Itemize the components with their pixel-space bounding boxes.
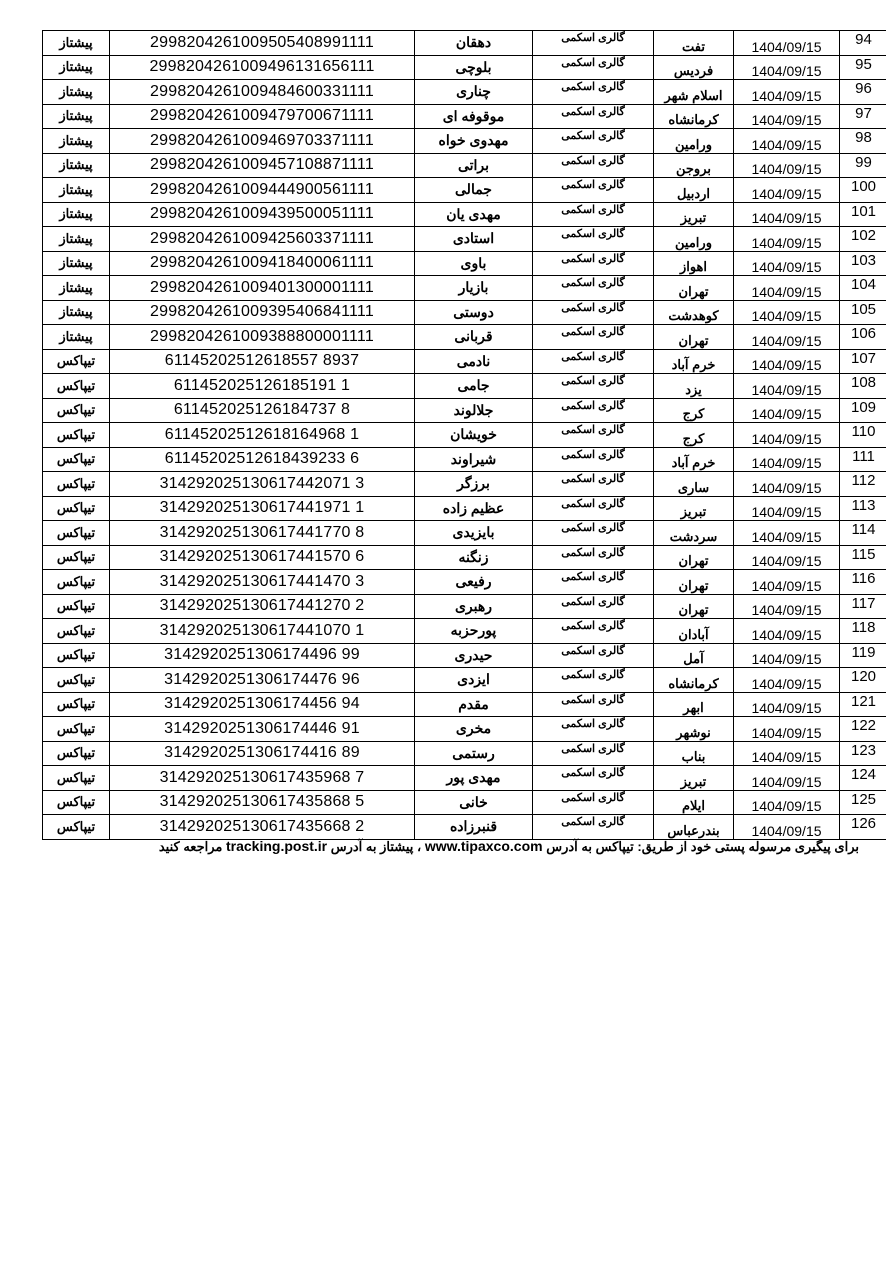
table-row [43, 570, 886, 595]
date-cell: 1404/09/15 [734, 227, 840, 252]
table-row [43, 300, 886, 325]
date-cell: 1404/09/15 [734, 447, 840, 472]
sender-cell: گالری اسکمی [533, 496, 654, 521]
row-number-cell: 118 [840, 619, 886, 644]
date-cell: 1404/09/15 [734, 570, 840, 595]
shipment-rows [43, 31, 886, 840]
shipment-table [42, 30, 886, 840]
table-row [43, 104, 886, 129]
date-cell: 1404/09/15 [734, 80, 840, 105]
carrier-cell: تیپاکس [43, 423, 110, 448]
sender-cell: گالری اسکمی [533, 202, 654, 227]
row-number-cell: 99 [840, 153, 886, 178]
date-cell: 1404/09/15 [734, 251, 840, 276]
city-cell: ابهر [654, 692, 734, 717]
date-cell: 1404/09/15 [734, 55, 840, 80]
city-cell: اسلام شهر [654, 80, 734, 105]
recipient-name-cell: مخری [415, 717, 533, 742]
carrier-cell: پیشتاز [43, 104, 110, 129]
carrier-cell: تیپاکس [43, 398, 110, 423]
recipient-name-cell: بایزیدی [415, 521, 533, 546]
sender-cell: گالری اسکمی [533, 129, 654, 154]
tracking-number-cell: 2998204261009505408991111 [110, 31, 415, 56]
tracking-number-cell: 2998204261009457108871111 [110, 153, 415, 178]
tracking-number-cell: 314292025130617441570 6 [110, 545, 415, 570]
tracking-number-cell: 314292025130617442071 3 [110, 472, 415, 497]
table-row [43, 55, 886, 80]
city-cell: یزد [654, 374, 734, 399]
carrier-cell: تیپاکس [43, 496, 110, 521]
row-number-cell: 106 [840, 325, 886, 350]
city-cell: خرم آباد [654, 349, 734, 374]
date-cell: 1404/09/15 [734, 178, 840, 203]
date-cell: 1404/09/15 [734, 423, 840, 448]
row-number-cell: 96 [840, 80, 886, 105]
recipient-name-cell: موقوفه ای [415, 104, 533, 129]
carrier-cell: تیپاکس [43, 668, 110, 693]
recipient-name-cell: قنبرزاده [415, 815, 533, 840]
row-number-cell: 121 [840, 692, 886, 717]
shipment-sheet [42, 30, 877, 840]
recipient-name-cell: رفیعی [415, 570, 533, 595]
table-row [43, 31, 886, 56]
sender-cell: گالری اسکمی [533, 619, 654, 644]
date-cell: 1404/09/15 [734, 545, 840, 570]
tracking-number-cell: 314292025130617441770 8 [110, 521, 415, 546]
recipient-name-cell: قربانی [415, 325, 533, 350]
date-cell: 1404/09/15 [734, 104, 840, 129]
city-cell: تبریز [654, 202, 734, 227]
table-row [43, 692, 886, 717]
city-cell: اهواز [654, 251, 734, 276]
tracking-number-cell: 2998204261009469703371111 [110, 129, 415, 154]
carrier-cell: پیشتاز [43, 227, 110, 252]
recipient-name-cell: عظیم زاده [415, 496, 533, 521]
date-cell: 1404/09/15 [734, 276, 840, 301]
tracking-footer-note [0, 838, 859, 855]
sender-cell: گالری اسکمی [533, 766, 654, 791]
sender-cell: گالری اسکمی [533, 374, 654, 399]
sender-cell: گالری اسکمی [533, 594, 654, 619]
carrier-cell: تیپاکس [43, 570, 110, 595]
date-cell: 1404/09/15 [734, 790, 840, 815]
city-cell: کرج [654, 423, 734, 448]
recipient-name-cell: مهدوی خواه [415, 129, 533, 154]
carrier-cell: تیپاکس [43, 472, 110, 497]
city-cell: بندرعباس [654, 815, 734, 840]
row-number-cell: 115 [840, 545, 886, 570]
row-number-cell: 112 [840, 472, 886, 497]
table-row [43, 472, 886, 497]
sender-cell: گالری اسکمی [533, 178, 654, 203]
row-number-cell: 125 [840, 790, 886, 815]
tracking-number-cell: 61145202512618164968 1 [110, 423, 415, 448]
row-number-cell: 102 [840, 227, 886, 252]
date-cell: 1404/09/15 [734, 668, 840, 693]
row-number-cell: 113 [840, 496, 886, 521]
city-cell: تفت [654, 31, 734, 56]
tracking-number-cell: 2998204261009479700671111 [110, 104, 415, 129]
date-cell: 1404/09/15 [734, 153, 840, 178]
date-cell: 1404/09/15 [734, 594, 840, 619]
table-row [43, 545, 886, 570]
table-row [43, 276, 886, 301]
tracking-number-cell: 2998204261009395406841111 [110, 300, 415, 325]
date-cell: 1404/09/15 [734, 619, 840, 644]
city-cell: خرم آباد [654, 447, 734, 472]
recipient-name-cell: باوی [415, 251, 533, 276]
sender-cell: گالری اسکمی [533, 398, 654, 423]
recipient-name-cell: بازیار [415, 276, 533, 301]
row-number-cell: 94 [840, 31, 886, 56]
table-row [43, 668, 886, 693]
table-row [43, 349, 886, 374]
row-number-cell: 104 [840, 276, 886, 301]
table-row [43, 251, 886, 276]
carrier-cell: تیپاکس [43, 619, 110, 644]
carrier-cell: پیشتاز [43, 325, 110, 350]
tracking-number-cell: 611452025126184737 8 [110, 398, 415, 423]
date-cell: 1404/09/15 [734, 325, 840, 350]
date-cell: 1404/09/15 [734, 521, 840, 546]
row-number-cell: 122 [840, 717, 886, 742]
recipient-name-cell: مهدی پور [415, 766, 533, 791]
recipient-name-cell: جمالی [415, 178, 533, 203]
row-number-cell: 123 [840, 741, 886, 766]
carrier-cell: تیپاکس [43, 545, 110, 570]
carrier-cell: پیشتاز [43, 129, 110, 154]
tracking-number-cell: 2998204261009401300001111 [110, 276, 415, 301]
sender-cell: گالری اسکمی [533, 325, 654, 350]
tracking-number-cell: 61145202512618439233 6 [110, 447, 415, 472]
date-cell: 1404/09/15 [734, 398, 840, 423]
city-cell: سردشت [654, 521, 734, 546]
carrier-cell: تیپاکس [43, 643, 110, 668]
row-number-cell: 108 [840, 374, 886, 399]
sender-cell: گالری اسکمی [533, 472, 654, 497]
recipient-name-cell: دوستی [415, 300, 533, 325]
city-cell: کرج [654, 398, 734, 423]
table-row [43, 178, 886, 203]
row-number-cell: 111 [840, 447, 886, 472]
date-cell: 1404/09/15 [734, 31, 840, 56]
recipient-name-cell: برزگر [415, 472, 533, 497]
carrier-cell: تیپاکس [43, 594, 110, 619]
city-cell: تهران [654, 594, 734, 619]
recipient-name-cell: زنگنه [415, 545, 533, 570]
carrier-cell: پیشتاز [43, 251, 110, 276]
city-cell: فردیس [654, 55, 734, 80]
city-cell: بناب [654, 741, 734, 766]
city-cell: کرمانشاه [654, 668, 734, 693]
row-number-cell: 98 [840, 129, 886, 154]
carrier-cell: تیپاکس [43, 717, 110, 742]
row-number-cell: 120 [840, 668, 886, 693]
footer-text-middle: ، پیشتاز به آدرس [330, 839, 422, 854]
date-cell: 1404/09/15 [734, 717, 840, 742]
tracking-number-cell: 314292025130617441470 3 [110, 570, 415, 595]
row-number-cell: 109 [840, 398, 886, 423]
recipient-name-cell: نادمی [415, 349, 533, 374]
city-cell: تهران [654, 325, 734, 350]
recipient-name-cell: خانی [415, 790, 533, 815]
city-cell: تهران [654, 570, 734, 595]
date-cell: 1404/09/15 [734, 692, 840, 717]
sender-cell: گالری اسکمی [533, 521, 654, 546]
tracking-number-cell: 61145202512618557 8937 [110, 349, 415, 374]
city-cell: تبریز [654, 496, 734, 521]
table-row [43, 496, 886, 521]
carrier-cell: تیپاکس [43, 790, 110, 815]
post-tracking-url-link[interactable]: tracking.post.ir [225, 838, 328, 854]
row-number-cell: 119 [840, 643, 886, 668]
table-row [43, 594, 886, 619]
tracking-number-cell: 2998204261009418400061111 [110, 251, 415, 276]
tipax-url-link[interactable]: www.tipaxco.com [424, 838, 543, 854]
table-row [43, 398, 886, 423]
table-row [43, 374, 886, 399]
sender-cell: گالری اسکمی [533, 668, 654, 693]
carrier-cell: تیپاکس [43, 447, 110, 472]
tracking-number-cell: 611452025126185191 1 [110, 374, 415, 399]
date-cell: 1404/09/15 [734, 300, 840, 325]
tracking-number-cell: 314292025130617435968 7 [110, 766, 415, 791]
carrier-cell: تیپاکس [43, 815, 110, 840]
table-row [43, 447, 886, 472]
recipient-name-cell: پورحزبه [415, 619, 533, 644]
tracking-number-cell: 3142920251306174456 94 [110, 692, 415, 717]
table-row [43, 766, 886, 791]
sender-cell: گالری اسکمی [533, 349, 654, 374]
city-cell: کوهدشت [654, 300, 734, 325]
recipient-name-cell: مقدم [415, 692, 533, 717]
tracking-number-cell: 2998204261009484600331111 [110, 80, 415, 105]
row-number-cell: 117 [840, 594, 886, 619]
row-number-cell: 97 [840, 104, 886, 129]
city-cell: آمل [654, 643, 734, 668]
tracking-number-cell: 3142920251306174446 91 [110, 717, 415, 742]
city-cell: اردبیل [654, 178, 734, 203]
table-row [43, 643, 886, 668]
row-number-cell: 114 [840, 521, 886, 546]
row-number-cell: 100 [840, 178, 886, 203]
tracking-number-cell: 314292025130617441971 1 [110, 496, 415, 521]
carrier-cell: پیشتاز [43, 202, 110, 227]
city-cell: ورامین [654, 129, 734, 154]
carrier-cell: پیشتاز [43, 31, 110, 56]
recipient-name-cell: بلوچی [415, 55, 533, 80]
sender-cell: گالری اسکمی [533, 545, 654, 570]
row-number-cell: 124 [840, 766, 886, 791]
sender-cell: گالری اسکمی [533, 55, 654, 80]
carrier-cell: پیشتاز [43, 276, 110, 301]
row-number-cell: 110 [840, 423, 886, 448]
row-number-cell: 126 [840, 815, 886, 840]
recipient-name-cell: استادی [415, 227, 533, 252]
row-number-cell: 103 [840, 251, 886, 276]
table-row [43, 202, 886, 227]
tracking-number-cell: 3142920251306174476 96 [110, 668, 415, 693]
date-cell: 1404/09/15 [734, 741, 840, 766]
table-row [43, 741, 886, 766]
recipient-name-cell: حیدری [415, 643, 533, 668]
tracking-number-cell: 3142920251306174496 99 [110, 643, 415, 668]
tracking-number-cell: 3142920251306174416 89 [110, 741, 415, 766]
row-number-cell: 116 [840, 570, 886, 595]
city-cell: ایلام [654, 790, 734, 815]
sender-cell: گالری اسکمی [533, 790, 654, 815]
recipient-name-cell: شیراوند [415, 447, 533, 472]
recipient-name-cell: دهقان [415, 31, 533, 56]
table-row [43, 423, 886, 448]
recipient-name-cell: جلالوند [415, 398, 533, 423]
footer-text-start: برای پیگیری مرسوله پستی خود از طریق: تیپاکس به آدرس [546, 839, 859, 854]
city-cell: بروجن [654, 153, 734, 178]
date-cell: 1404/09/15 [734, 496, 840, 521]
city-cell: تهران [654, 276, 734, 301]
tracking-number-cell: 2998204261009425603371111 [110, 227, 415, 252]
sender-cell: گالری اسکمی [533, 815, 654, 840]
table-row [43, 717, 886, 742]
recipient-name-cell: رهبری [415, 594, 533, 619]
table-row [43, 80, 886, 105]
city-cell: تبریز [654, 766, 734, 791]
sender-cell: گالری اسکمی [533, 643, 654, 668]
date-cell: 1404/09/15 [734, 202, 840, 227]
date-cell: 1404/09/15 [734, 815, 840, 840]
sender-cell: گالری اسکمی [533, 227, 654, 252]
sender-cell: گالری اسکمی [533, 153, 654, 178]
table-row [43, 521, 886, 546]
table-row [43, 815, 886, 840]
carrier-cell: پیشتاز [43, 80, 110, 105]
sender-cell: گالری اسکمی [533, 104, 654, 129]
sender-cell: گالری اسکمی [533, 251, 654, 276]
carrier-cell: پیشتاز [43, 153, 110, 178]
carrier-cell: تیپاکس [43, 349, 110, 374]
recipient-name-cell: ایزدی [415, 668, 533, 693]
sender-cell: گالری اسکمی [533, 717, 654, 742]
recipient-name-cell: چناری [415, 80, 533, 105]
date-cell: 1404/09/15 [734, 349, 840, 374]
date-cell: 1404/09/15 [734, 472, 840, 497]
sender-cell: گالری اسکمی [533, 31, 654, 56]
carrier-cell: تیپاکس [43, 521, 110, 546]
carrier-cell: پیشتاز [43, 55, 110, 80]
recipient-name-cell: مهدی یان [415, 202, 533, 227]
row-number-cell: 95 [840, 55, 886, 80]
table-row [43, 619, 886, 644]
tracking-number-cell: 2998204261009439500051111 [110, 202, 415, 227]
sender-cell: گالری اسکمی [533, 570, 654, 595]
tracking-number-cell: 314292025130617441070 1 [110, 619, 415, 644]
table-row [43, 153, 886, 178]
date-cell: 1404/09/15 [734, 374, 840, 399]
carrier-cell: پیشتاز [43, 300, 110, 325]
tracking-number-cell: 314292025130617435668 2 [110, 815, 415, 840]
footer-text-end: مراجعه کنید [158, 839, 223, 854]
table-row [43, 325, 886, 350]
city-cell: کرمانشاه [654, 104, 734, 129]
carrier-cell: تیپاکس [43, 741, 110, 766]
tracking-number-cell: 2998204261009496131656111 [110, 55, 415, 80]
row-number-cell: 101 [840, 202, 886, 227]
city-cell: تهران [654, 545, 734, 570]
tracking-number-cell: 314292025130617441270 2 [110, 594, 415, 619]
date-cell: 1404/09/15 [734, 766, 840, 791]
row-number-cell: 107 [840, 349, 886, 374]
date-cell: 1404/09/15 [734, 643, 840, 668]
sender-cell: گالری اسکمی [533, 80, 654, 105]
sender-cell: گالری اسکمی [533, 447, 654, 472]
tracking-number-cell: 2998204261009444900561111 [110, 178, 415, 203]
sender-cell: گالری اسکمی [533, 423, 654, 448]
recipient-name-cell: جامی [415, 374, 533, 399]
sender-cell: گالری اسکمی [533, 276, 654, 301]
carrier-cell: پیشتاز [43, 178, 110, 203]
sender-cell: گالری اسکمی [533, 692, 654, 717]
recipient-name-cell: خویشان [415, 423, 533, 448]
recipient-name-cell: براتی [415, 153, 533, 178]
carrier-cell: تیپاکس [43, 692, 110, 717]
carrier-cell: تیپاکس [43, 374, 110, 399]
carrier-cell: تیپاکس [43, 766, 110, 791]
sender-cell: گالری اسکمی [533, 300, 654, 325]
city-cell: نوشهر [654, 717, 734, 742]
table-row [43, 227, 886, 252]
table-row [43, 129, 886, 154]
sender-cell: گالری اسکمی [533, 741, 654, 766]
recipient-name-cell: رستمی [415, 741, 533, 766]
city-cell: ساری [654, 472, 734, 497]
tracking-number-cell: 2998204261009388800001111 [110, 325, 415, 350]
date-cell: 1404/09/15 [734, 129, 840, 154]
tracking-number-cell: 314292025130617435868 5 [110, 790, 415, 815]
row-number-cell: 105 [840, 300, 886, 325]
table-row [43, 790, 886, 815]
city-cell: ورامین [654, 227, 734, 252]
city-cell: آبادان [654, 619, 734, 644]
